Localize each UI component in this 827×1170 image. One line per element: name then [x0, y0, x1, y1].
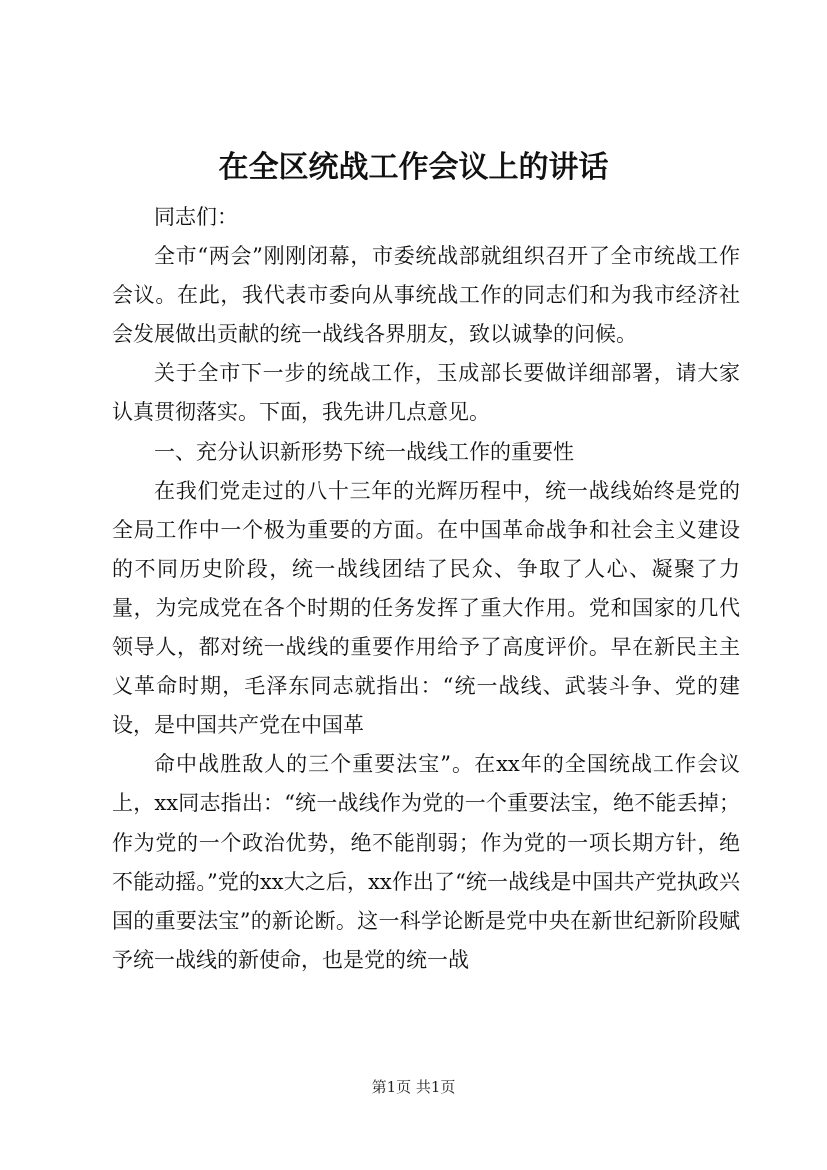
body-paragraph: 命中战胜敌人的三个重要法宝”。在xx年的全国统战工作会议上，xx同志指出：“统一战线作为党的一个重要法宝，绝不能丢掉；作为党的一个政治优势，绝不能削弱；作为党的一项长期方针，绝不能动摇。”党的xx大之后，xx作出了“统一战线是中国共产党执政兴国的重要法宝”的新论断。这一科学论断是党中央在新世纪新阶段赋予统一战线的新使命，也是党的统一战 — [112, 752, 740, 972]
body-paragraph: 全市“两会”刚刚闭幕，市委统战部就组织召开了全市统战工作会议。在此，我代表市委向从事统战工作的同志们和为我市经济社会发展做出贡献的统一战线各界朋友，致以诚挚的问候。 — [112, 244, 740, 347]
salutation-paragraph: 同志们： — [154, 205, 238, 229]
body-paragraph: 关于全市下一步的统战工作，玉成部长要做详细部署，请大家认真贯彻落实。下面，我先讲几点意见。 — [112, 361, 740, 425]
document-title: 在全区统战工作会议上的讲话 — [218, 150, 609, 185]
body-paragraph: 在我们党走过的八十三年的光辉历程中，统一战线始终是党的全局工作中一个极为重要的方面。在中国革命战争和社会主义建设的不同历史阶段，统一战线团结了民众、争取了人心、凝聚了力量，为完成党在各个时期的任务发挥了重大作用。党和国家的几代领导人，都对统一战线的重要作用给予了高度评价。早在新民主主义革命时期，毛泽东同志就指出：“统一战线、武装斗争、党的建设，是中国共产党在中国革 — [112, 478, 740, 738]
section-heading: 一、充分认识新形势下统一战线工作的重要性 — [154, 439, 574, 464]
document-body — [112, 198, 740, 980]
page-number-footer: 第1页 共1页 — [371, 1078, 456, 1096]
